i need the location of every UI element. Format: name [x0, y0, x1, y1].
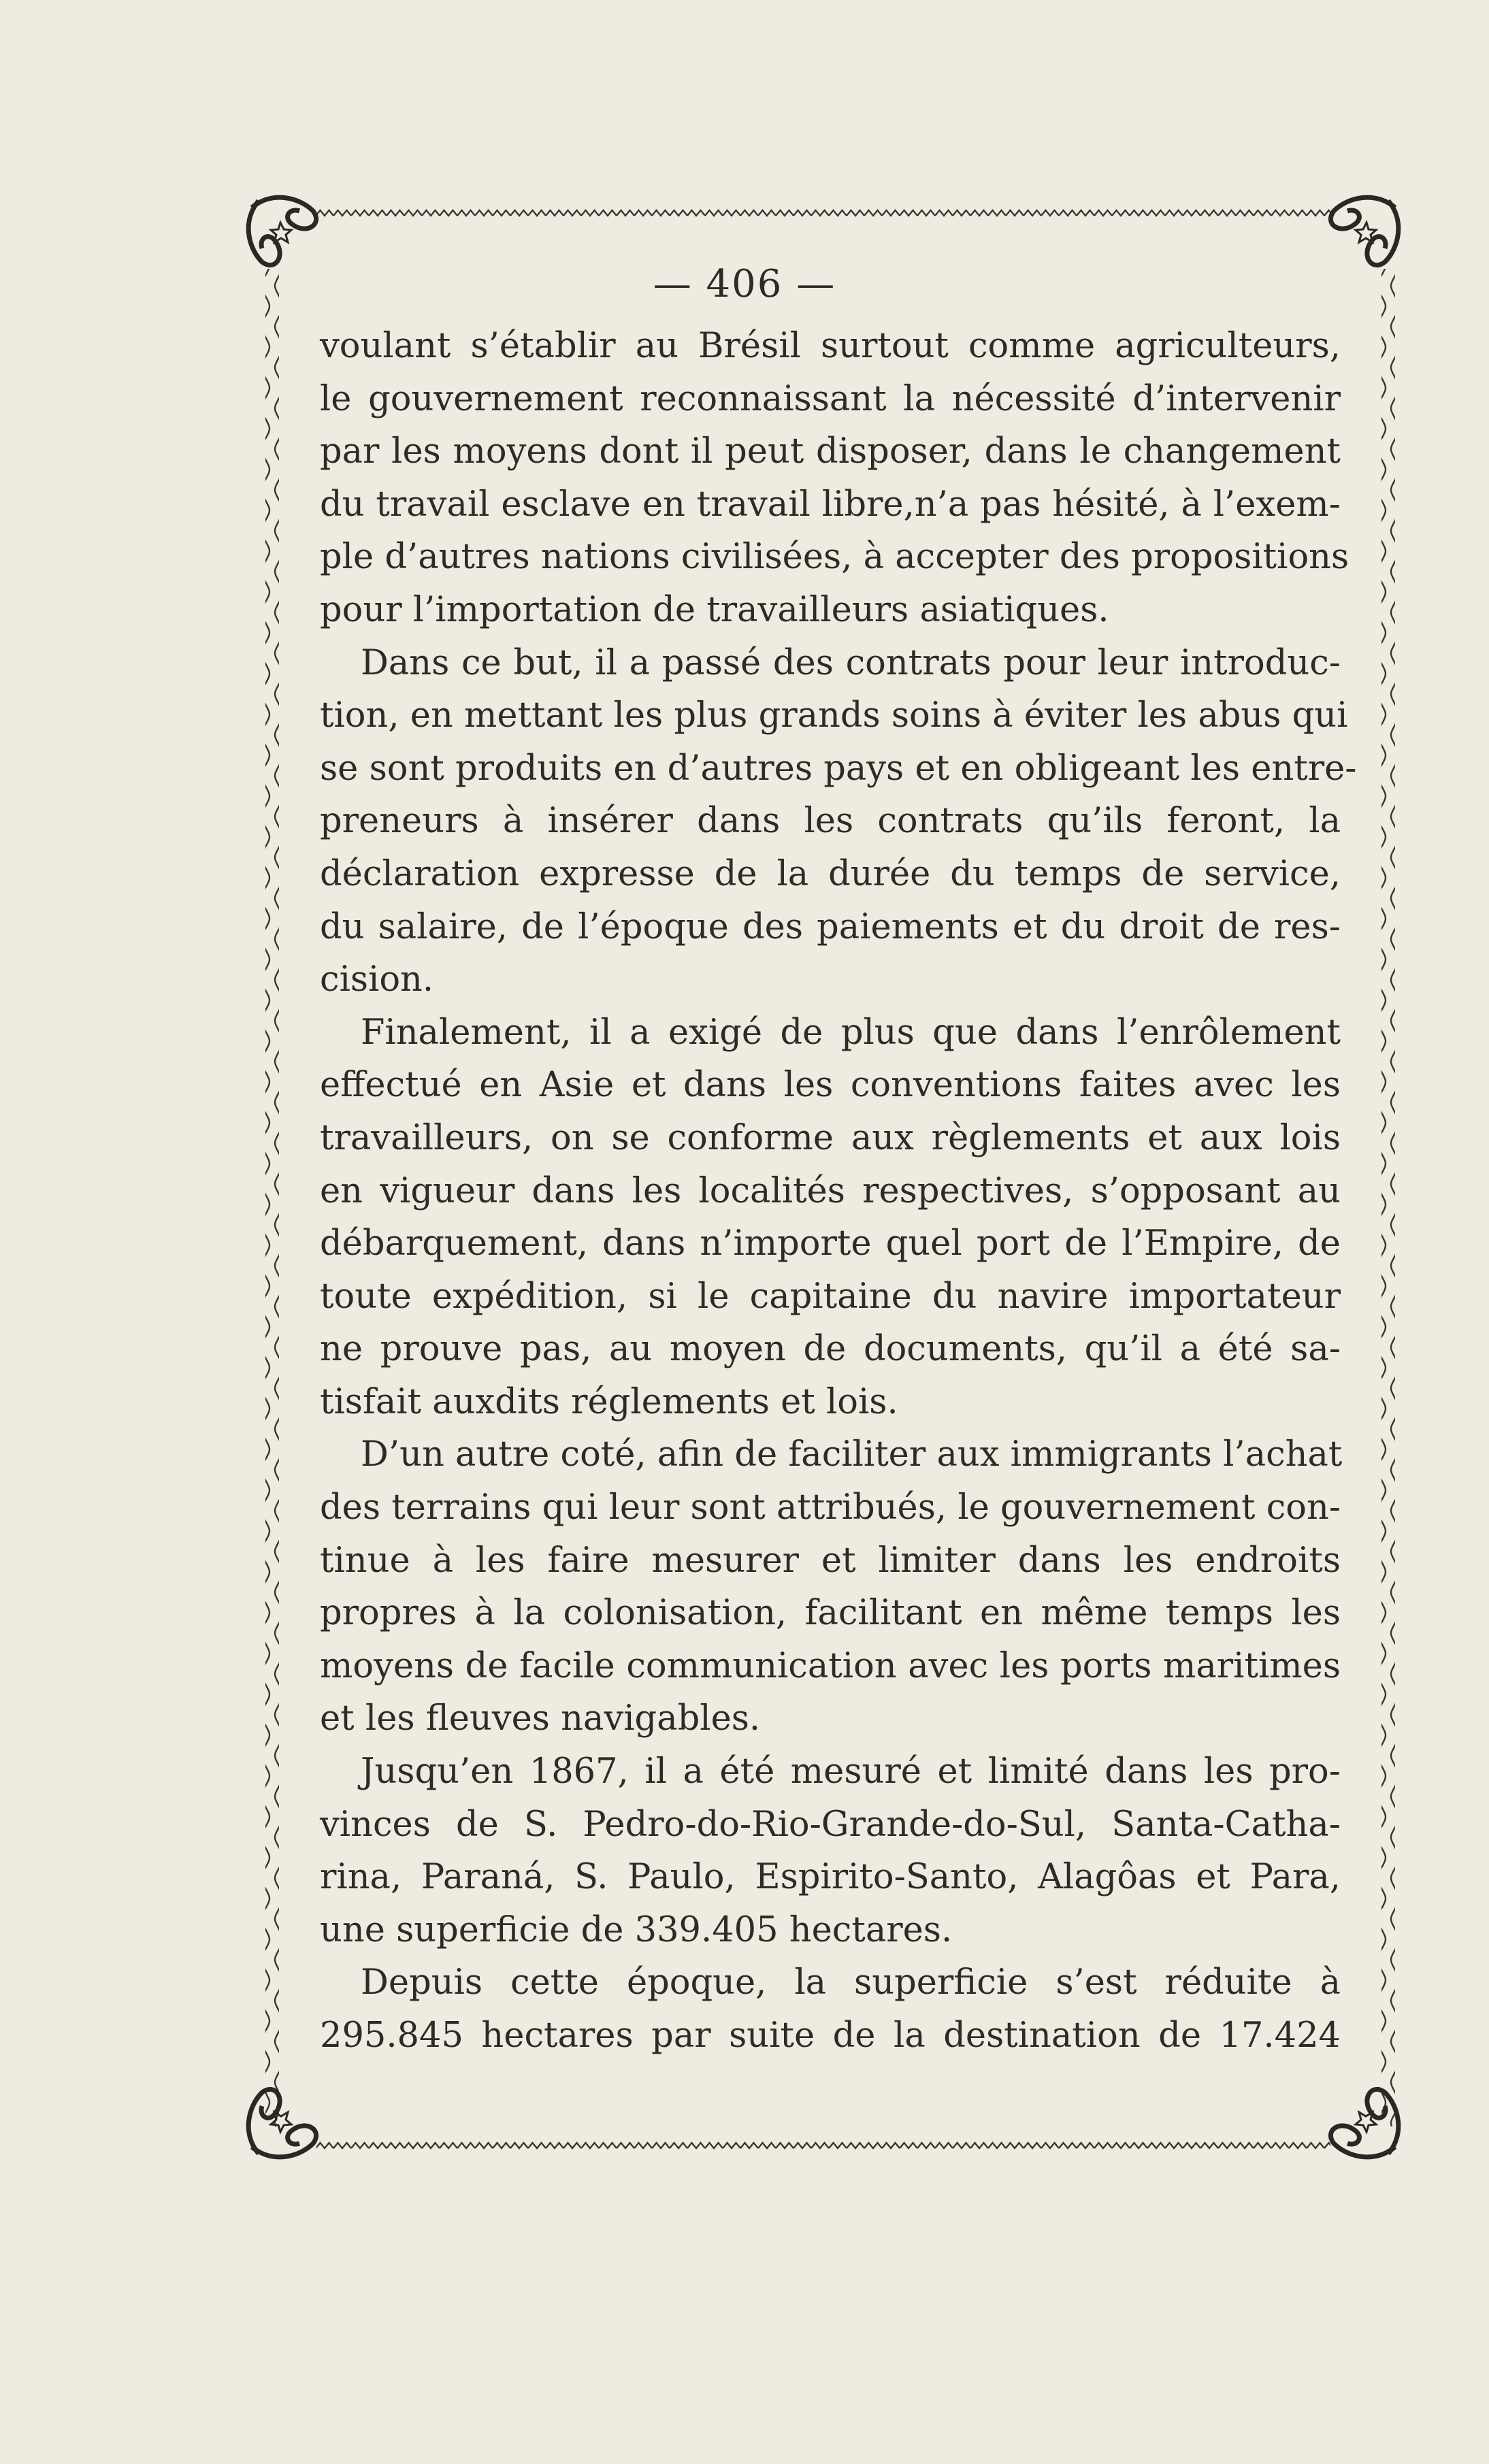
text-line: ne prouve pas, au moyen de documents, qu’il a été sa- — [320, 1329, 1341, 1370]
paragraph — [320, 1428, 1341, 1745]
text-line: Dans ce but, il a passé des contrats pour leur introduc- — [361, 642, 1341, 683]
paragraph — [320, 1006, 1341, 1429]
text-line: travailleurs, on se conforme aux règlements et aux lois — [320, 1117, 1341, 1158]
text-line: débarquement, dans n’importe quel port de l’Empire, de — [320, 1223, 1341, 1264]
text-line: ple d’autres nations civilisées, à accepter des propositions — [320, 537, 1349, 578]
text-line: se sont produits en d’autres pays et en obligeant les entre- — [320, 748, 1357, 789]
page-number: — 406 — — [653, 262, 836, 306]
paragraph — [320, 320, 1349, 637]
corner-flourish-icon — [245, 194, 320, 269]
text-line: Jusqu’en 1867, il a été mesuré et limité dans les pro- — [361, 1752, 1341, 1792]
text-line: tion, en mettant les plus grands soins à éviter les abus qui — [320, 695, 1348, 736]
text-line: en vigueur dans les localités respectives, s’opposant au — [320, 1170, 1341, 1211]
text-line: propres à la colonisation, facilitant en même temps les — [320, 1593, 1341, 1634]
text-line: toute expédition, si le capitaine du navire importateur — [320, 1276, 1341, 1317]
text-line: voulant s’établir au Brésil surtout comme agriculteurs, — [320, 326, 1341, 366]
text-line: le gouvernement reconnaissant la nécessité d’intervenir — [320, 378, 1341, 419]
text-line: D’un autre coté, afin de faciliter aux immigrants l’achat — [361, 1434, 1343, 1475]
corner-flourish-icon — [245, 2086, 320, 2161]
paragraph — [320, 1956, 1341, 2062]
text-line: rina, Paraná, S. Paulo, Espirito-Santo, Alagôas et Para, — [320, 1857, 1341, 1898]
text-line: moyens de facile communication avec les ports maritimes — [320, 1645, 1341, 1686]
text-line: Finalement, il a exigé de plus que dans l’enrôlement — [361, 1012, 1341, 1053]
text-line: du salaire, de l’époque des paiements et du droit de res- — [320, 906, 1341, 947]
corner-flourish-icon — [1327, 2086, 1402, 2161]
paragraph — [320, 1745, 1341, 1956]
text-line: une superficie de 339.405 hectares. — [320, 1909, 953, 1950]
text-line: pour l’importation de travailleurs asiatiques. — [320, 589, 1109, 630]
text-line: cision. — [320, 959, 434, 1000]
text-line: effectué en Asie et dans les conventions faites avec les — [320, 1065, 1341, 1106]
text-line: tinue à les faire mesurer et limiter dans les endroits — [320, 1540, 1341, 1581]
text-line: déclaration expresse de la durée du temps de service, — [320, 853, 1341, 894]
text-line: tisfait auxdits réglements et lois. — [320, 1381, 898, 1422]
text-line: et les fleuves navigables. — [320, 1698, 761, 1739]
text-line: preneurs à insérer dans les contrats qu’ils feront, la — [320, 801, 1341, 842]
text-line: par les moyens dont il peut disposer, dans le changement — [320, 431, 1341, 472]
text-line: vinces de S. Pedro-do-Rio-Grande-do-Sul, Santa-Catha- — [320, 1804, 1341, 1845]
text-line: des terrains qui leur sont attribués, le gouvernement con- — [320, 1488, 1341, 1528]
text-line: Depuis cette époque, la superficie s’est réduite à — [361, 1962, 1341, 2003]
corner-flourish-icon — [1327, 194, 1402, 269]
paragraph — [320, 637, 1357, 1006]
body-text — [320, 320, 1357, 2063]
text-line: 295.845 hectares par suite de la destination de 17.424 — [320, 2016, 1341, 2056]
text-line: du travail esclave en travail libre,n’a pas hésité, à l’exem- — [320, 484, 1341, 525]
